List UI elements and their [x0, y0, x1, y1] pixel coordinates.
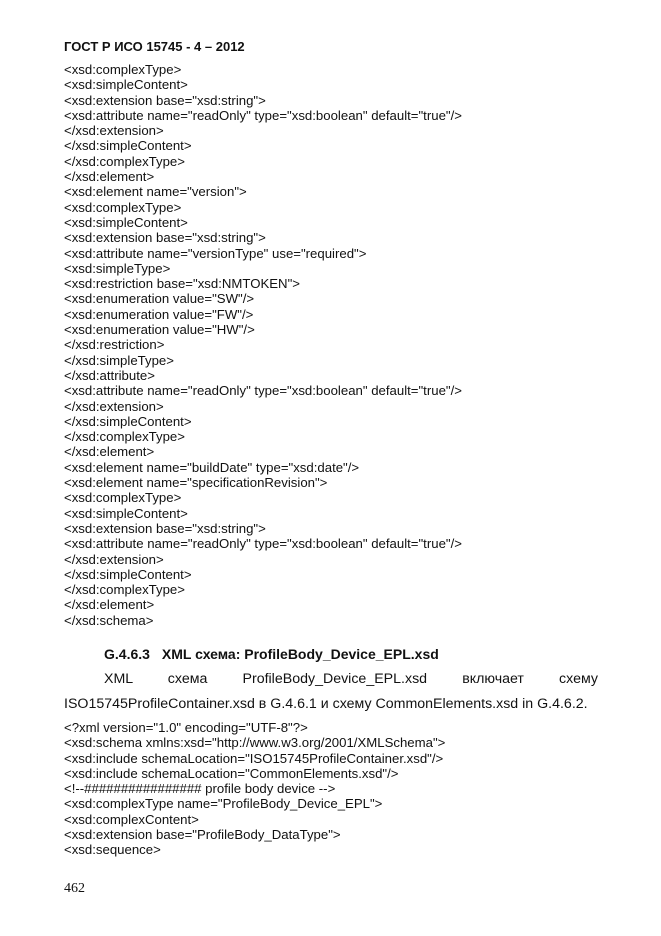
code-line: </xsd:schema> [64, 612, 154, 628]
page-number: 462 [64, 881, 85, 896]
section-heading [104, 646, 439, 662]
code-line: <xsd:extension base="xsd:string"> [64, 230, 266, 246]
code-line: <xsd:attribute name="readOnly" type="xsd:boolean" default="true"/> [64, 383, 462, 399]
section-number: G.4.6.3 [104, 646, 150, 662]
code-line: <xsd:enumeration value="HW"/> [64, 322, 255, 338]
code-line: </xsd:simpleContent> [64, 413, 192, 429]
code-line: </xsd:element> [64, 597, 155, 613]
code-line: <xsd:complexType> [64, 490, 182, 506]
code-line: <xsd:element name="specificationRevision"> [64, 475, 328, 491]
code-line: </xsd:simpleContent> [64, 566, 192, 582]
code-line: <xsd:attribute name="readOnly" type="xsd:boolean" default="true"/> [64, 107, 462, 123]
code-line: </xsd:simpleType> [64, 352, 174, 368]
code-line: <xsd:sequence> [64, 842, 161, 858]
code-line: <xsd:extension base="ProfileBody_DataType"> [64, 827, 341, 843]
code-line: <xsd:enumeration value="SW"/> [64, 291, 255, 307]
code-line: <xsd:simpleType> [64, 260, 171, 276]
code-line: </xsd:restriction> [64, 337, 165, 353]
section-title: XML схема: ProfileBody_Device_EPL.xsd [161, 646, 439, 662]
code-line: <xsd:simpleContent> [64, 77, 188, 93]
code-line: </xsd:simpleContent> [64, 138, 192, 154]
code-line: </xsd:extension> [64, 398, 164, 414]
code-line: </xsd:element> [64, 169, 155, 185]
code-line: <xsd:element name="version"> [64, 184, 247, 200]
paragraph-line-1: XML схема ProfileBody_Device_EPL.xsd включает схему [104, 671, 598, 687]
code-line: <!--################ profile body device --> [64, 781, 336, 797]
code-line: <?xml version="1.0" encoding="UTF-8"?> [64, 720, 308, 735]
code-line: <xsd:simpleContent> [64, 505, 188, 521]
code-line: <xsd:complexType name="ProfileBody_Device_EPL"> [64, 796, 383, 812]
xsd-code-block-1 [64, 62, 462, 628]
code-line: </xsd:extension> [64, 551, 164, 567]
code-line: <xsd:complexType> [64, 199, 182, 215]
code-line: </xsd:element> [64, 444, 155, 460]
code-line: <xsd:simpleContent> [64, 214, 188, 230]
code-line: <xsd:complexType> [64, 62, 182, 77]
code-line: </xsd:complexType> [64, 582, 185, 598]
code-line: </xsd:complexType> [64, 153, 185, 169]
code-line: </xsd:attribute> [64, 367, 155, 383]
code-line: <xsd:extension base="xsd:string"> [64, 520, 266, 536]
code-line: <xsd:attribute name="readOnly" type="xsd:boolean" default="true"/> [64, 536, 462, 552]
code-line: <xsd:include schemaLocation="CommonElements.xsd"/> [64, 765, 399, 781]
code-line: </xsd:complexType> [64, 429, 185, 445]
code-line: <xsd:include schemaLocation="ISO15745ProfileContainer.xsd"/> [64, 750, 444, 766]
code-line: <xsd:attribute name="versionType" use="required"> [64, 245, 367, 261]
code-line: <xsd:element name="buildDate" type="xsd:date"/> [64, 459, 360, 475]
code-line: </xsd:extension> [64, 123, 164, 139]
code-line: <xsd:extension base="xsd:string"> [64, 92, 266, 108]
xsd-code-block-2 [64, 720, 445, 858]
paragraph-line-2: ISO15745ProfileContainer.xsd в G.4.6.1 и схему CommonElements.xsd in G.4.6.2. [64, 696, 588, 712]
code-line: <xsd:restriction base="xsd:NMTOKEN"> [64, 276, 300, 292]
standard-designation-header: ГОСТ Р ИСО 15745 - 4 – 2012 [64, 39, 245, 54]
code-line: <xsd:complexContent> [64, 811, 199, 827]
code-line: <xsd:enumeration value="FW"/> [64, 306, 254, 322]
code-line: <xsd:schema xmlns:xsd="http://www.w3.org/2001/XMLSchema"> [64, 735, 446, 751]
